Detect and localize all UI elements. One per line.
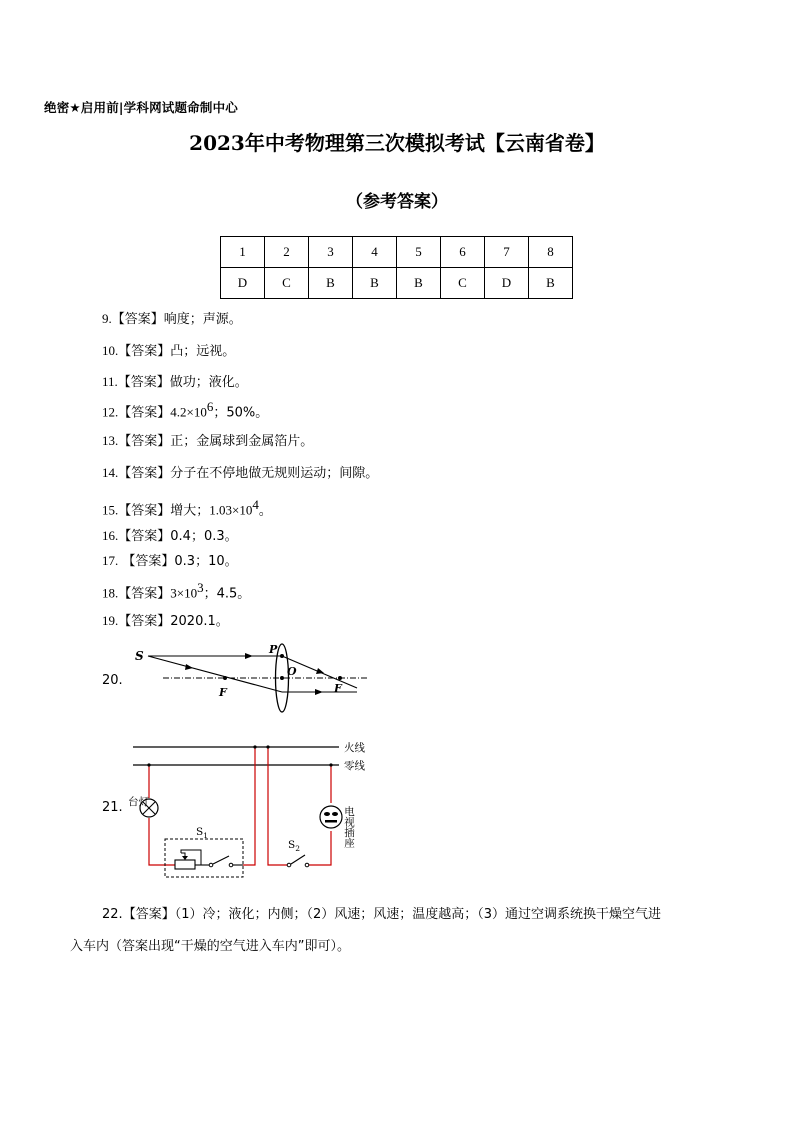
table-cell: 3 — [309, 237, 353, 268]
table-cell: 8 — [529, 237, 573, 268]
question-number: 18. — [102, 585, 119, 601]
page-title: 2023年中考物理第三次模拟考试【云南省卷】 — [189, 131, 605, 155]
rheostat-icon — [175, 853, 209, 869]
answer-tag: 【答案】 — [118, 503, 171, 519]
answer-tag: 【答案】 — [118, 586, 171, 602]
question-number: 22. — [102, 907, 123, 922]
label-f-left: F — [219, 686, 227, 699]
socket-label: 电视插座 — [343, 806, 355, 848]
table-cell: D — [221, 268, 265, 299]
table-cell: B — [397, 268, 441, 299]
point-o — [280, 676, 284, 680]
switch1-icon — [209, 856, 243, 867]
answer-q9 — [102, 310, 242, 329]
answer-q22 — [70, 899, 722, 963]
answer-text: 增大； — [170, 503, 210, 519]
question-number: 9. — [102, 311, 112, 326]
arrow-icon — [315, 689, 323, 695]
answer-text: 0.3；10。 — [174, 554, 238, 569]
answer-tag: 【答案】 — [117, 375, 170, 390]
answer-value: 4.2×10 — [170, 404, 207, 420]
junction — [253, 745, 256, 748]
neutral-wire-label: 零线 — [344, 760, 365, 772]
question-number: 16. — [102, 528, 119, 543]
question-number: 19. — [102, 613, 119, 628]
wire — [307, 831, 331, 865]
answer-exponent: 3 — [197, 580, 204, 595]
answer-exponent: 6 — [206, 399, 214, 414]
table-cell: 6 — [441, 237, 485, 268]
switch1-letter: S — [196, 826, 204, 838]
focus-left — [223, 676, 227, 680]
table-cell: C — [441, 268, 485, 299]
arrow-icon — [185, 664, 193, 670]
answer-q13 — [102, 432, 313, 451]
answer-text: ；4.5。 — [203, 586, 251, 602]
arrow-icon — [316, 668, 324, 674]
table-row-numbers — [221, 237, 573, 268]
answer-q17 — [102, 552, 238, 571]
table-row-answers — [221, 268, 573, 299]
table-cell: C — [265, 268, 309, 299]
answer-tag: 【答案】 — [118, 466, 171, 481]
switch2-label — [288, 839, 300, 853]
table-cell: D — [485, 268, 529, 299]
answer-text: 。 — [258, 503, 272, 519]
switch1-subscript: 1 — [203, 831, 208, 840]
junction — [147, 763, 150, 766]
answer-q15 — [102, 496, 272, 520]
question-number: 10. — [102, 343, 119, 358]
lens-ray-diagram — [125, 640, 375, 720]
label-o: O — [287, 665, 297, 678]
answer-text: 0.4；0.3。 — [170, 529, 238, 544]
lamp-label: 台灯 — [128, 796, 149, 808]
answer-q18 — [102, 579, 250, 603]
question-number: 17. — [102, 553, 119, 568]
answer-q14 — [102, 464, 378, 483]
answer-q10 — [102, 342, 235, 361]
answer-q16 — [102, 527, 238, 546]
focus-right — [338, 676, 342, 680]
table-cell: 2 — [265, 237, 309, 268]
choice-answer-table — [220, 236, 573, 299]
label-p: P — [269, 643, 278, 656]
answer-q19 — [102, 612, 229, 631]
table-cell: 7 — [485, 237, 529, 268]
table-cell: 1 — [221, 237, 265, 268]
label-f-right: F — [334, 682, 342, 695]
confidential-header: 绝密★启用前|学科网试题命制中心 — [44, 100, 238, 115]
table-cell: 4 — [353, 237, 397, 268]
switch1-box — [165, 839, 243, 877]
question-number: 14. — [102, 465, 119, 480]
ray-through-focus — [148, 656, 282, 692]
answer-text: 凸；远视。 — [170, 344, 236, 359]
question-number: 11. — [102, 374, 118, 389]
answer-text-line1: （1）冷；液化；内侧；（2）风速；风速；温度越高；（3）通过空调系统换干燥空气进 — [174, 907, 662, 922]
household-circuit-diagram — [125, 738, 375, 882]
label-s: S — [135, 649, 144, 663]
lamp-label-line1 — [128, 795, 149, 808]
answer-text: 正；金属球到金属箔片。 — [170, 434, 314, 449]
switch2-letter: S — [288, 839, 296, 851]
table-cell: B — [353, 268, 397, 299]
answer-tag: 【答案】 — [118, 554, 175, 569]
page-subtitle: （参考答案） — [346, 192, 448, 212]
junction — [266, 745, 269, 748]
junction — [329, 763, 332, 766]
table-cell: 5 — [397, 237, 441, 268]
answer-tag: 【答案】 — [118, 344, 171, 359]
table-cell: B — [529, 268, 573, 299]
answer-tag: 【答案】 — [118, 434, 171, 449]
answer-tag: 【答案】 — [122, 907, 175, 922]
point-p — [280, 654, 284, 658]
answer-text: ；50%。 — [213, 405, 269, 421]
answer-tag: 【答案】 — [118, 529, 171, 544]
answer-text: 响度；声源。 — [163, 312, 242, 327]
answer-text: 2020.1。 — [170, 614, 229, 629]
answer-value: 3×10 — [170, 585, 198, 601]
switch2-subscript: 2 — [295, 844, 300, 853]
table-cell: B — [309, 268, 353, 299]
answer-tag: 【答案】 — [118, 405, 171, 421]
answer-q12 — [102, 398, 268, 422]
question-number-21: 21. — [102, 800, 123, 815]
question-number: 12. — [102, 404, 119, 420]
answer-tag: 【答案】 — [111, 312, 164, 327]
answer-text: 做功；液化。 — [169, 375, 248, 390]
wire — [149, 818, 175, 865]
answer-text: 分子在不停地做无规则运动；间隙。 — [170, 466, 379, 481]
question-number: 13. — [102, 433, 119, 448]
answer-value: 1.03×10 — [209, 502, 253, 518]
socket-icon — [320, 806, 342, 828]
answer-exponent: 4 — [252, 497, 259, 512]
live-wire-label: 火线 — [344, 742, 365, 754]
question-number: 15. — [102, 502, 119, 518]
arrow-icon — [245, 653, 253, 659]
switch1-label — [196, 826, 208, 840]
answer-text-line2: 入车内（答案出现“干燥的空气进入车内”即可）。 — [70, 939, 350, 954]
answer-tag: 【答案】 — [118, 614, 171, 629]
answer-q11 — [102, 373, 248, 392]
question-number-20: 20. — [102, 673, 123, 688]
switch2-icon — [287, 855, 309, 867]
